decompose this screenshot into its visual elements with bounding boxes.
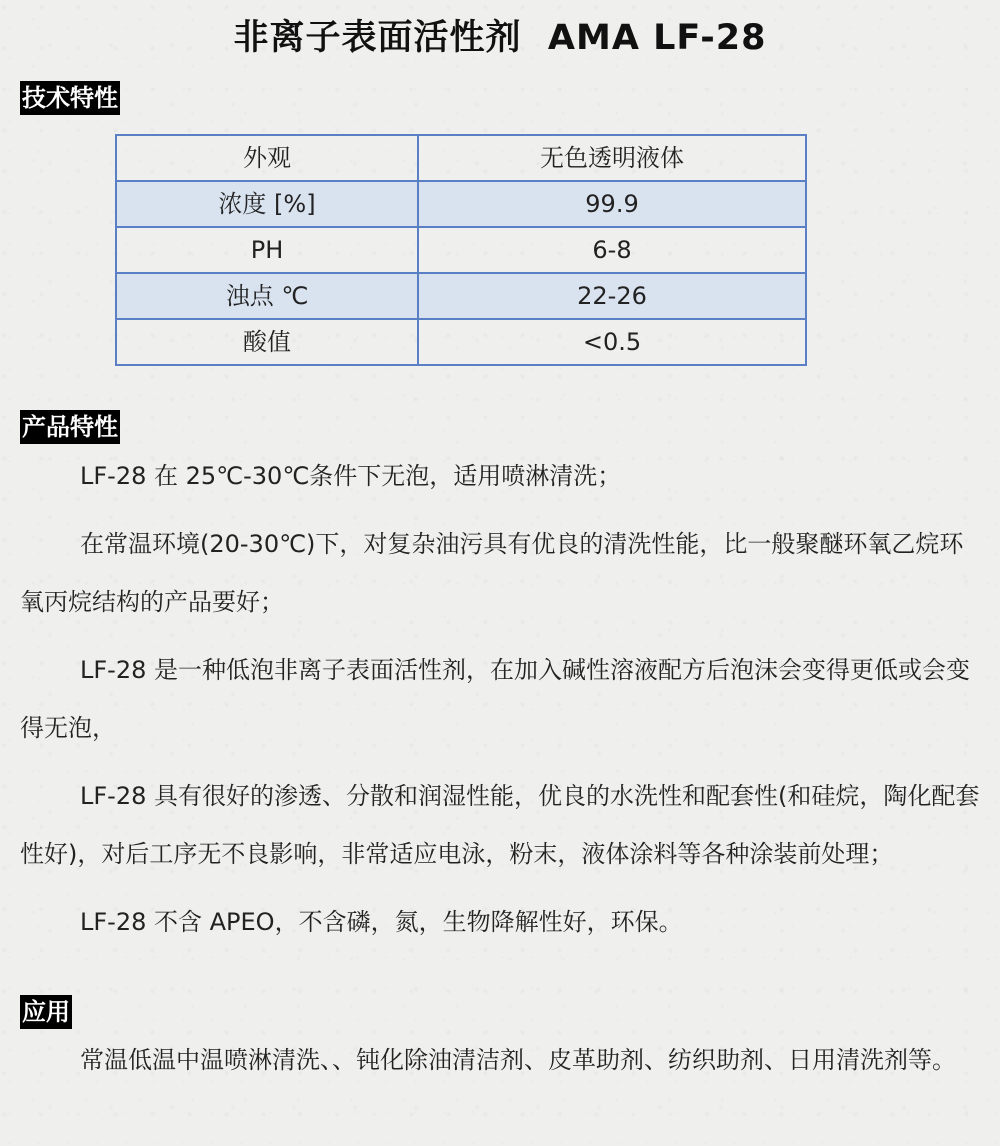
table-row <box>116 227 806 273</box>
spec-name-cell: PH <box>116 227 418 273</box>
spec-name-cell: 浓度 [%] <box>116 181 418 227</box>
section-heading-application: 应用 <box>20 995 72 1029</box>
product-paragraph: LF-28 具有很好的渗透、分散和润湿性能，优良的水洗性和配套性(和硅烷，陶化配套性好)，对后工序无不良影响，非常适应电泳，粉末，液体涂料等各种涂装前处理； <box>20 782 980 868</box>
spec-name-cell: 酸值 <box>116 319 418 365</box>
spec-value-cell: 22-26 <box>418 273 806 319</box>
product-features-text <box>20 447 985 961</box>
table-row <box>116 135 806 181</box>
spec-value-cell: 6-8 <box>418 227 806 273</box>
product-paragraph: LF-28 在 25℃-30℃条件下无泡，适用喷淋清洗； <box>80 462 622 490</box>
page-title: 非离子表面活性剂 AMA LF-28 <box>233 18 767 58</box>
product-paragraph: LF-28 是一种低泡非离子表面活性剂，在加入碱性溶液配方后泡沫会变得更低或会变得无泡， <box>20 656 971 742</box>
spec-name-cell: 浊点 ℃ <box>116 273 418 319</box>
section-heading-product: 产品特性 <box>20 410 120 444</box>
application-paragraph: 常温低温中温喷淋清洗、、钝化除油清洁剂、皮革助剂、纺织助剂、日用清洗剂等。 <box>80 1046 956 1074</box>
product-paragraph: LF-28 不含 APEO，不含磷，氮，生物降解性好，环保。 <box>80 908 683 936</box>
section-heading-tech: 技术特性 <box>20 81 120 115</box>
table-row <box>116 319 806 365</box>
spec-value-cell: 99.9 <box>418 181 806 227</box>
table-row <box>116 273 806 319</box>
spec-value-cell: <0.5 <box>418 319 806 365</box>
spec-name-cell: 外观 <box>116 135 418 181</box>
spec-value-cell: 无色透明液体 <box>418 135 806 181</box>
product-paragraph: 在常温环境(20-30℃)下，对复杂油污具有优良的清洗性能，比一般聚醚环氧乙烷环氧丙烷结构的产品要好； <box>20 530 964 616</box>
table-row <box>116 181 806 227</box>
application-text <box>20 1031 985 1099</box>
spec-table <box>115 134 807 366</box>
